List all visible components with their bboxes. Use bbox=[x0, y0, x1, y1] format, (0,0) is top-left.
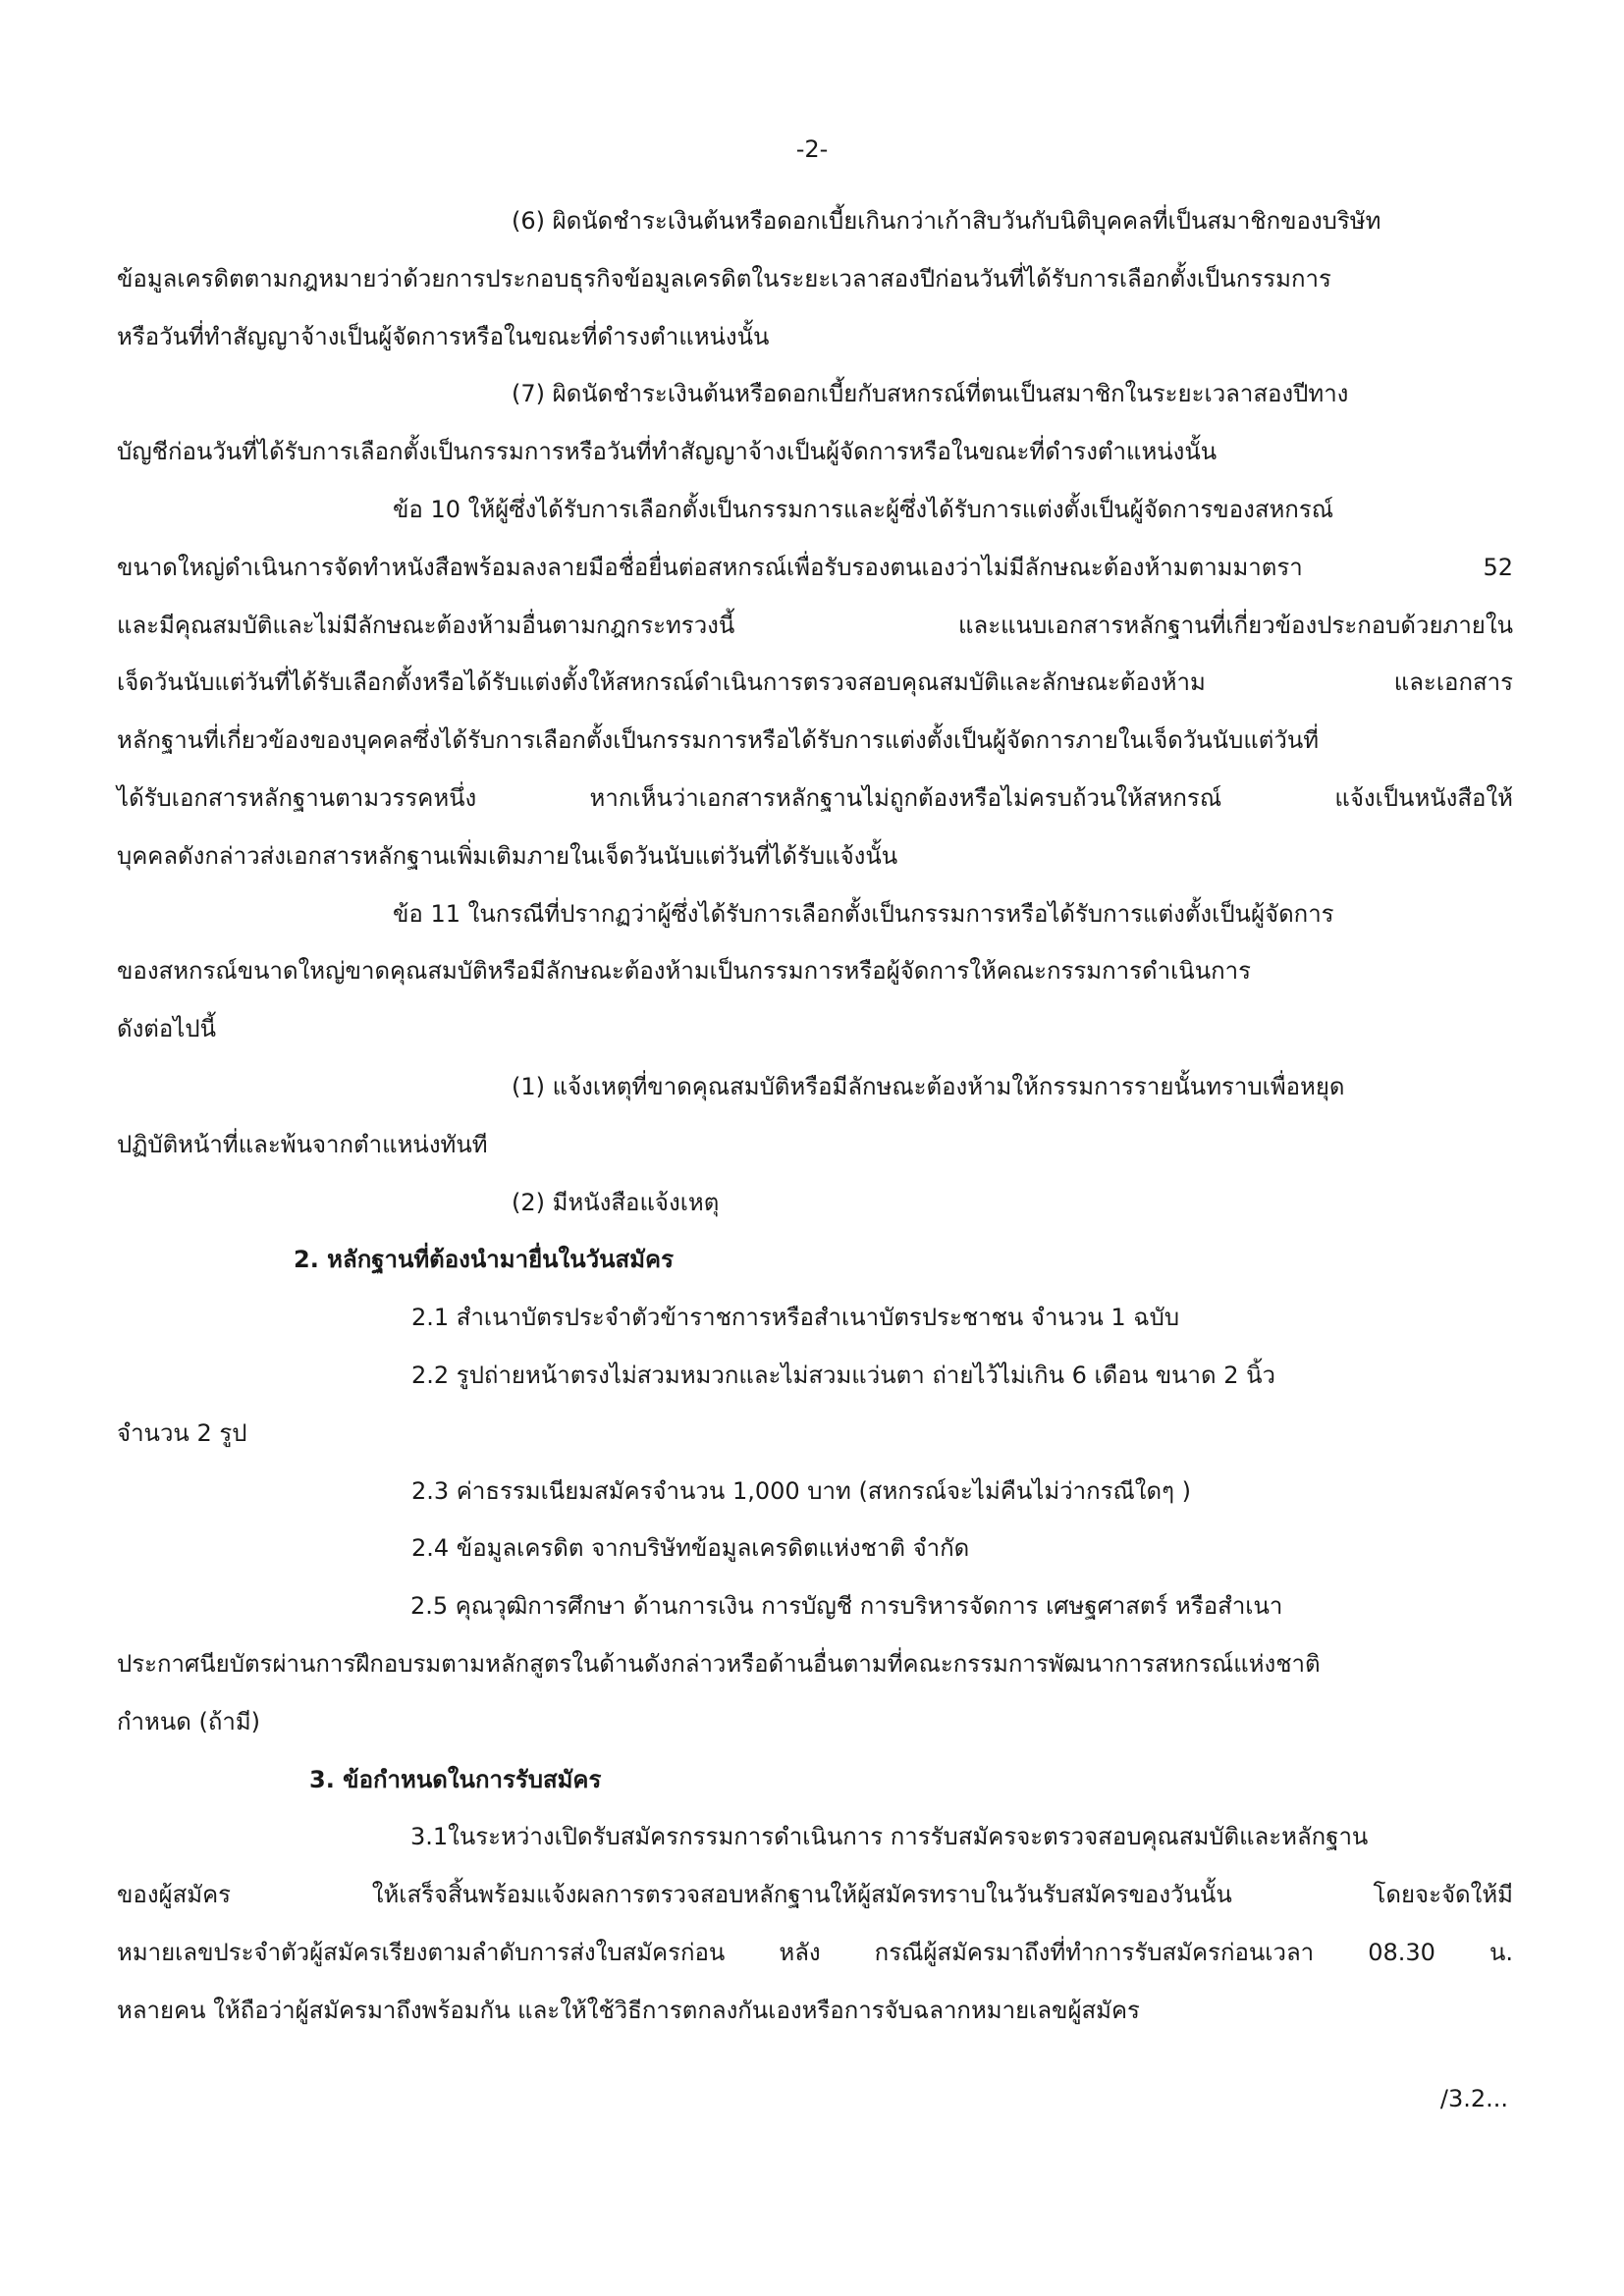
article-11-item-1-line-1: (1) แจ้งเหตุที่ขาดคุณสมบัติหรือมีลักษณะต้องห้ามให้กรรมการรายนั้นทราบเพื่อหยุด bbox=[512, 1072, 1345, 1100]
article-10-line-1: ข้อ 10 ให้ผู้ซึ่งได้รับการเลือกตั้งเป็นกรรมการและผู้ซึ่งได้รับการแต่งตั้งเป็นผู้จัดการของสหกรณ์ bbox=[393, 495, 1333, 523]
article-11-line-3: ดังต่อไปนี้ bbox=[117, 1015, 217, 1043]
item-2-4: 2.4 ข้อมูลเครดิต จากบริษัทข้อมูลเครดิตแห่งชาติ จำกัด bbox=[411, 1534, 970, 1563]
item-3-1-line-1: 3.1ในระหว่างเปิดรับสมัครกรรมการดำเนินการ การรับสมัครจะตรวจสอบคุณสมบัติและหลักฐาน bbox=[410, 1823, 1369, 1851]
section-2-heading: 2. หลักฐานที่ต้องนำมายื่นในวันสมัคร bbox=[294, 1246, 674, 1274]
article-11-item-2: (2) มีหนังสือแจ้งเหตุ bbox=[512, 1188, 720, 1216]
item-2-5-line-3: กำหนด (ถ้ามี) bbox=[117, 1707, 261, 1735]
section-3-heading: 3. ข้อกำหนดในการรับสมัคร bbox=[309, 1765, 602, 1793]
clause-6-line-3: หรือวันที่ทำสัญญาจ้างเป็นผู้จัดการหรือในขณะที่ดำรงตำแหน่งนั้น bbox=[117, 322, 770, 350]
item-3-1-line-3: หมายเลขประจำตัวผู้สมัครเรียงตามลำดับการส่งใบสมัครก่อน หลัง กรณีผู้สมัครมาถึงที่ทำการรับสมัครก่อนเวลา 08.30 น. bbox=[117, 1938, 1513, 1966]
article-10-line-6: ได้รับเอกสารหลักฐานตามวรรคหนึ่ง หากเห็นว่าเอกสารหลักฐานไม่ถูกต้องหรือไม่ครบถ้วนให้สหกรณ์ แจ้งเป็นหนังสือให้ bbox=[117, 783, 1513, 812]
item-2-2-line-1: 2.2 รูปถ่ายหน้าตรงไม่สวมหมวกและไม่สวมแว่นตา ถ่ายไว้ไม่เกิน 6 เดือน ขนาด 2 นิ้ว bbox=[411, 1361, 1276, 1389]
clause-6-line-2: ข้อมูลเครดิตตามกฎหมายว่าด้วยการประกอบธุรกิจข้อมูลเครดิตในระยะเวลาสองปีก่อนวันที่ได้รับการเลือกตั้งเป็นกรรมการ bbox=[117, 264, 1331, 293]
article-11-line-2: ของสหกรณ์ขนาดใหญ่ขาดคุณสมบัติหรือมีลักษณะต้องห้ามเป็นกรรมการหรือผู้จัดการให้คณะกรรมการดำเนินการ bbox=[117, 957, 1251, 986]
article-10-line-4: เจ็ดวันนับแต่วันที่ได้รับเลือกตั้งหรือได้รับแต่งตั้งให้สหกรณ์ดำเนินการตรวจสอบคุณสมบัติและลักษณะต้องห้าม และเอกสาร bbox=[117, 668, 1513, 697]
article-11-line-1: ข้อ 11 ในกรณีที่ปรากฏว่าผู้ซึ่งได้รับการเลือกตั้งเป็นกรรมการหรือได้รับการแต่งตั้งเป็นผู้จัดการ bbox=[393, 899, 1334, 928]
continuation-marker: /3.2... bbox=[1439, 2085, 1508, 2112]
article-11-item-1-line-2: ปฏิบัติหน้าที่และพ้นจากตำแหน่งทันที bbox=[117, 1130, 488, 1158]
item-2-5-line-2: ประกาศนียบัตรผ่านการฝึกอบรมตามหลักสูตรในด้านดังกล่าวหรือด้านอื่นตามที่คณะกรรมการพัฒนาการสหกรณ์แห่งชาติ bbox=[117, 1649, 1321, 1678]
clause-7-line-1: (7) ผิดนัดชำระเงินต้นหรือดอกเบี้ยกับสหกรณ์ที่ตนเป็นสมาชิกในระยะเวลาสองปีทาง bbox=[512, 380, 1349, 408]
clause-7-line-2: บัญชีก่อนวันที่ได้รับการเลือกตั้งเป็นกรรมการหรือวันที่ทำสัญญาจ้างเป็นผู้จัดการหรือในขณะที่ดำรงตำแหน่งนั้น bbox=[117, 438, 1218, 466]
clause-6-line-1: (6) ผิดนัดชำระเงินต้นหรือดอกเบี้ยเกินกว่าเก้าสิบวันกับนิติบุคคลที่เป็นสมาชิกของบริษัท bbox=[512, 207, 1381, 235]
item-2-1: 2.1 สำเนาบัตรประจำตัวข้าราชการหรือสำเนาบัตรประชาชน จำนวน 1 ฉบับ bbox=[411, 1304, 1180, 1332]
item-2-2-line-2: จำนวน 2 รูป bbox=[117, 1418, 247, 1447]
item-3-1-line-2: ของผู้สมัคร ให้เสร็จสิ้นพร้อมแจ้งผลการตรวจสอบหลักฐานให้ผู้สมัครทราบในวันรับสมัครของวันนั้น โดยจะจัดให้มี bbox=[117, 1881, 1513, 1909]
item-2-5-line-1: 2.5 คุณวุฒิการศึกษา ด้านการเงิน การบัญชี การบริหารจัดการ เศษฐศาสตร์ หรือสำเนา bbox=[410, 1592, 1283, 1621]
article-10-line-2: ขนาดใหญ่ดำเนินการจัดทำหนังสือพร้อมลงลายมือชื่อยื่นต่อสหกรณ์เพื่อรับรองตนเองว่าไม่มีลักษณะต้องห้ามตามมาตรา 52 bbox=[117, 553, 1513, 581]
item-3-1-line-4: หลายคน ให้ถือว่าผู้สมัครมาถึงพร้อมกัน และให้ใช้วิธีการตกลงกันเองหรือการจับฉลากหมายเลขผู้สมัคร bbox=[117, 1996, 1140, 2024]
article-10-line-3: และมีคุณสมบัติและไม่มีลักษณะต้องห้ามอื่นตามกฎกระทรวงนี้ และแนบเอกสารหลักฐานที่เกี่ยวข้องประกอบด้วยภายใน bbox=[117, 611, 1513, 639]
item-2-3: 2.3 ค่าธรรมเนียมสมัครจำนวน 1,000 บาท (สหกรณ์จะไม่คืนไม่ว่ากรณีใดๆ ) bbox=[411, 1476, 1191, 1505]
article-10-line-5: หลักฐานที่เกี่ยวข้องของบุคคลซึ่งได้รับการเลือกตั้งเป็นกรรมการหรือได้รับการแต่งตั้งเป็นผู้จัดการภายในเจ็ดวันนับแต่วันที่ bbox=[117, 726, 1320, 755]
document-body bbox=[117, 192, 1513, 2040]
article-10-line-7: บุคคลดังกล่าวส่งเอกสารหลักฐานเพิ่มเติมภายในเจ็ดวันนับแต่วันที่ได้รับแจ้งนั้น bbox=[117, 841, 898, 870]
page-number: -2- bbox=[795, 135, 829, 163]
